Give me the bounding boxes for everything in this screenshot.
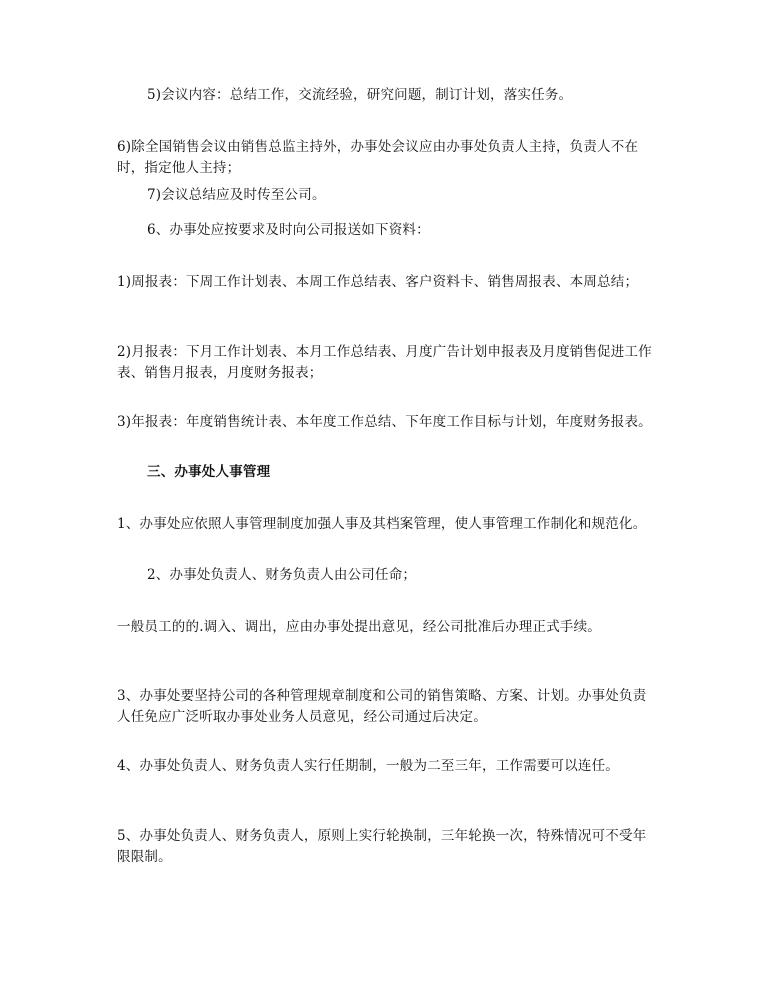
paragraph-personnel-rule-5: 5、办事处负责人、财务负责人，原则上实行轮换制，三年轮换一次，特殊情况可不受年限限制。 [117, 828, 647, 865]
paragraph-personnel-rule-2: 2、办事处负责人、财务负责人由公司任命； [147, 567, 417, 583]
paragraph-weekly-report: 1)周报表：下周工作计划表、本周工作总结表、客户资料卡、销售周报表、本周总结； [117, 274, 639, 290]
paragraph-meeting-content: 5)会议内容：总结工作，交流经验，研究问题，制订计划，落实任务。 [147, 87, 573, 103]
paragraph-monthly-report: 2)月报表：下月工作计划表、本月工作总结表、月度广告计划申报表及月度销售促进工作表、销售月报表，月度财务报表； [117, 344, 652, 381]
paragraph-personnel-rule-3: 3、办事处要坚持公司的各种管理规章制度和公司的销售策略、方案、计划。办事处负责人任免应广泛听取办事处业务人员意见，经公司通过后决定。 [117, 688, 647, 725]
paragraph-meeting-summary: 7)会议总结应及时传至公司。 [147, 187, 326, 203]
section-heading-personnel: 三、办事处人事管理 [147, 464, 271, 480]
paragraph-staff-transfer: 一般员工的的.调入、调出，应由办事处提出意见，经公司批准后办理正式手续。 [117, 619, 601, 635]
paragraph-personnel-rule-4: 4、办事处负责人、财务负责人实行任期制，一般为二至三年，工作需要可以连任。 [117, 758, 619, 774]
paragraph-meeting-host: 6)除全国销售会议由销售总监主持外，办事处会议应由办事处负责人主持，负责人不在时，指定他人主持； [117, 139, 639, 176]
paragraph-personnel-rule-1: 1、办事处应依照人事管理制度加强人事及其档案管理，使人事管理工作制化和规范化。 [117, 516, 647, 532]
paragraph-annual-report: 3)年报表：年度销售统计表、本年度工作总结、下年度工作目标与计划，年度财务报表。 [117, 414, 652, 430]
paragraph-report-requirement: 6、办事处应按要求及时向公司报送如下资料： [147, 222, 430, 238]
